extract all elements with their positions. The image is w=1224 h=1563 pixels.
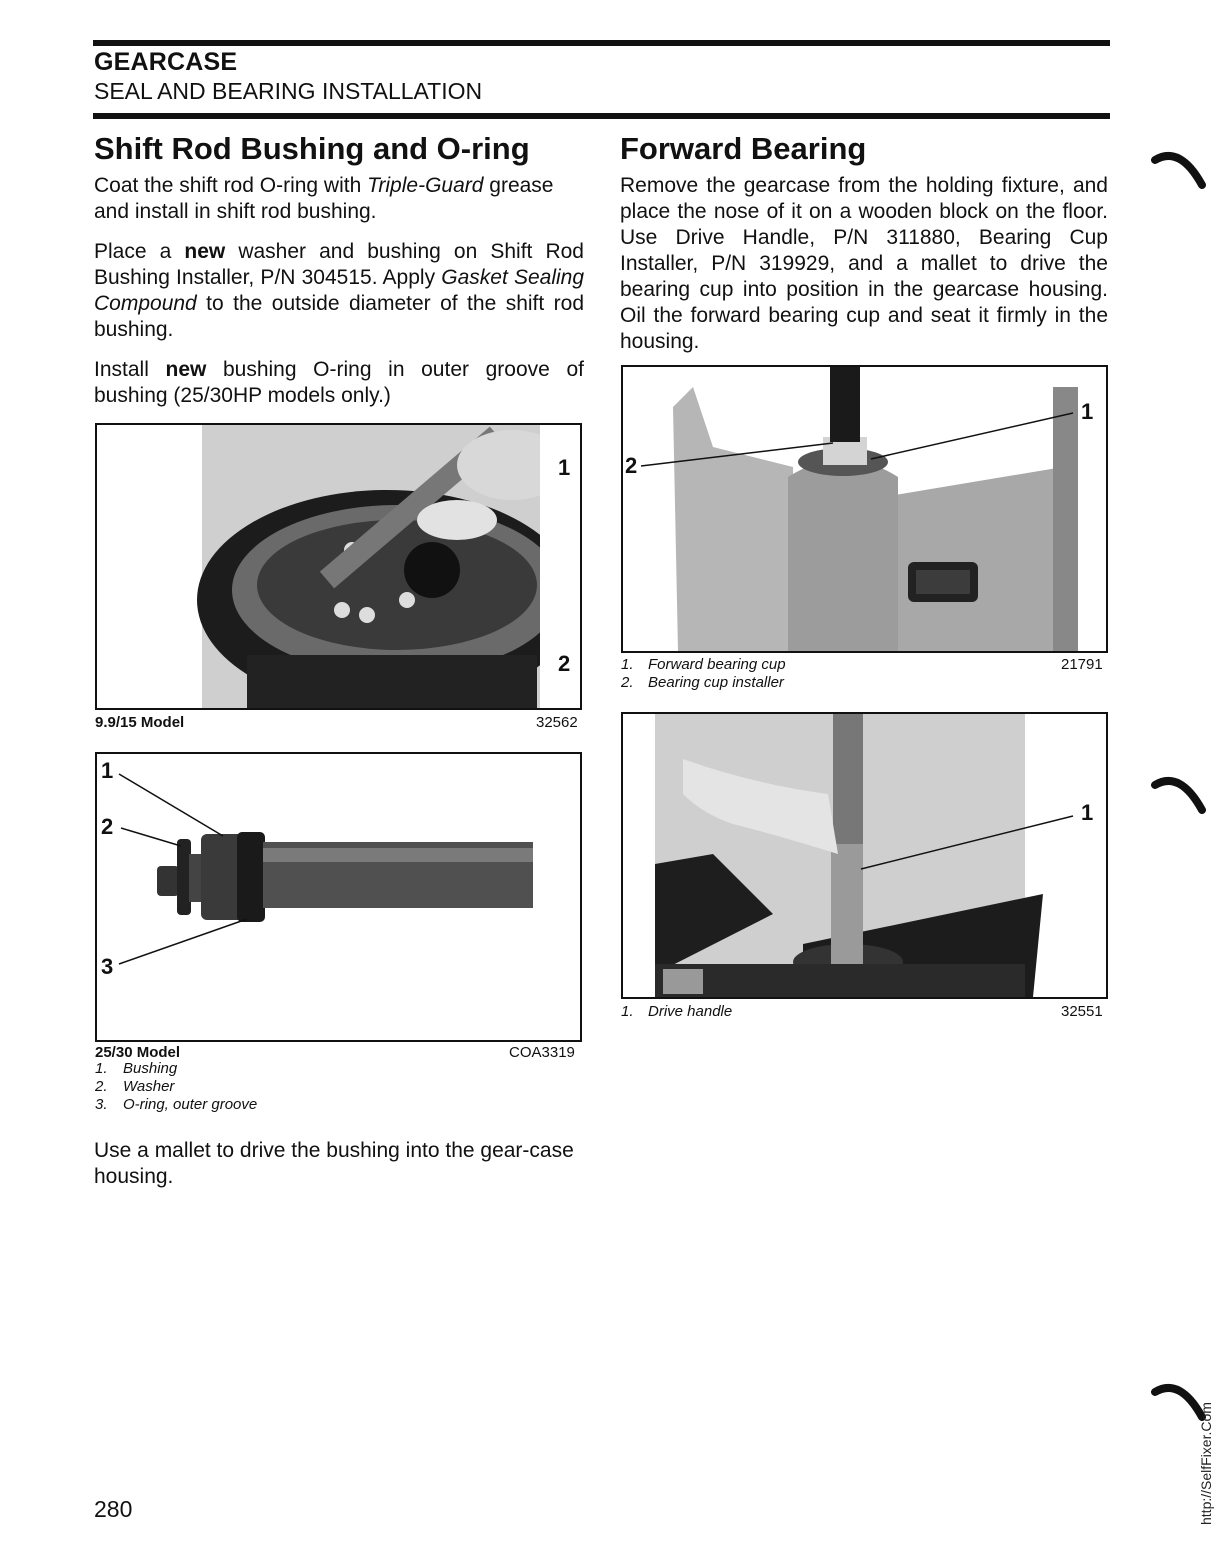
figure-number: 32562 <box>536 714 578 731</box>
header-rule-top <box>93 40 1110 46</box>
legend-item: 3. O-ring, outer groove <box>95 1096 258 1113</box>
figure-forward-bearing <box>621 365 1108 653</box>
legend-item: 2. Washer <box>95 1078 175 1095</box>
figure-25-30-model <box>95 752 582 1042</box>
callout-3: 3 <box>101 954 114 979</box>
page-edge-mark <box>1150 765 1210 825</box>
section-subtitle: SEAL AND BEARING INSTALLATION <box>94 78 483 104</box>
right-column <box>620 131 1108 369</box>
callout-1: 1 <box>1081 800 1094 825</box>
callout-1: 1 <box>558 455 571 480</box>
callout-1: 1 <box>1081 399 1094 424</box>
figure-caption-model: 9.9/15 Model <box>95 714 185 731</box>
forward-bearing-heading: Forward Bearing <box>620 131 867 166</box>
watermark-text: http://SelfFixer.Com <box>1198 1402 1214 1525</box>
paragraph-remove-gearcase: Remove the gearcase from the holding fixture, and place the nose of it on a wooden block on the floor. Use Drive Handle, P/N 311880, Bearing Cup Installer, P/N 319929, and a mallet to drive the bearing cup into position in the gearcase housing. Oil the forward bearing cup and seat it firmly in the housing. <box>620 174 1108 353</box>
shift-rod-heading: Shift Rod Bushing and O-ring <box>94 131 530 166</box>
figure-number: COA3319 <box>509 1044 575 1061</box>
legend-item: 1. Drive handle <box>621 1003 733 1020</box>
figure-caption-model: 25/30 Model <box>95 1044 181 1061</box>
figure-legend <box>621 1003 732 1021</box>
legend-item: 1. Bushing <box>95 1060 178 1077</box>
forward-bearing-photo <box>623 367 1106 651</box>
gearcase-bushing-photo <box>97 425 580 708</box>
figure-number: 32551 <box>1061 1003 1103 1020</box>
figure-number: 21791 <box>1061 656 1103 673</box>
figure-legend <box>95 1060 257 1114</box>
drive-handle-photo <box>623 714 1106 997</box>
section-title: GEARCASE <box>94 48 238 76</box>
bushing-installer-drawing <box>97 754 580 1040</box>
paragraph-install-oring: Install new bushing O-ring in outer groove of bushing (25/30HP models only.) <box>94 358 584 407</box>
left-column <box>94 131 584 423</box>
page-number: 280 <box>94 1496 133 1522</box>
paragraph-use-mallet: Use a mallet to drive the bushing into the gear-case housing. <box>94 1139 574 1188</box>
callout-2: 2 <box>558 651 571 676</box>
callout-1: 1 <box>101 758 114 783</box>
figure-legend <box>621 656 786 692</box>
legend-item: 2. Bearing cup installer <box>621 674 784 691</box>
paragraph-place-washer: Place a new washer and bushing on Shift Rod Bushing Installer, P/N 304515. Apply Gasket Sealing Compound to the outside diameter of the shift rod bushing. <box>94 240 585 341</box>
callout-2: 2 <box>625 453 638 478</box>
paragraph-coat-oring: Coat the shift rod O-ring with Triple-Guard grease and install in shift rod bushing. <box>94 174 554 223</box>
header-rule-bottom <box>93 113 1110 119</box>
figure-9-9-15-model <box>95 423 582 710</box>
page-edge-mark <box>1150 140 1210 200</box>
figure-drive-handle <box>621 712 1108 999</box>
legend-item: 1. Forward bearing cup <box>621 656 786 673</box>
callout-2: 2 <box>101 814 114 839</box>
